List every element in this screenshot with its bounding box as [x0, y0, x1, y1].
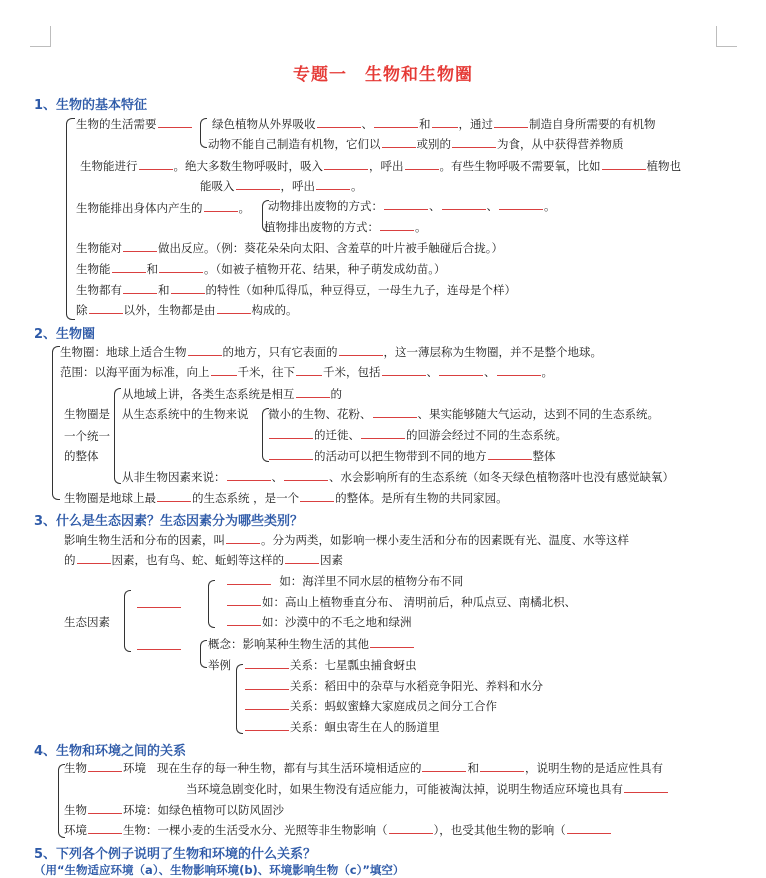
- s1-row-3: 生物能进行 。绝大多数生物呼吸时，吸入 ，呼出 。有些生物呼吸不需要氧，比如 植物也: [80, 159, 681, 173]
- s3-relation-brace: [236, 664, 243, 734]
- s1-row-4: 能吸入 ，呼出 。: [200, 179, 363, 193]
- s3-relation-1: 关系：七星瓢虫捕食蚜虫: [244, 657, 417, 673]
- s3-blank-abiotic: [136, 596, 182, 612]
- s2-row-4: 微小的生物、花粉、 、果实能够随大气运动，达到不同的生态系统。: [268, 407, 659, 421]
- s1-row-9: 生物都有 和 的特性（如种瓜得瓜，种豆得豆，一母生九子，连母是个样）: [76, 283, 516, 297]
- s1-need-brace: [200, 118, 207, 148]
- s1-row-10: 除 以外，生物都是由 构成的。: [76, 303, 298, 317]
- s3-example-2: 如：高山上植物垂直分布、 清明前后，种瓜点豆、南橘北枳、: [226, 594, 576, 610]
- s2-row-3: 从地域上讲，各类生态系统是相互 的: [122, 387, 342, 401]
- section-2-heading: 2、生物圈: [34, 327, 96, 342]
- s1-row-1b: 绿色植物从外界吸收 、 和 ，通过 制造自身所需要的有机物: [212, 117, 656, 131]
- s3-example-label: 举例: [208, 658, 231, 672]
- s3-row-2: 的 因素，也有鸟、蛇、蚯蚓等这样的 因素: [64, 553, 343, 567]
- s2-side-2: 一个统一: [64, 429, 110, 443]
- s3-biotic-brace: [200, 640, 207, 668]
- s1-row-1: 生物的生活需要: [76, 116, 193, 132]
- s2-row-1: 生物圈：地球上适合生物 的地方，只有它表面的 ，这一薄层称为生物圈，并不是整个地球。: [60, 345, 602, 359]
- s4-row-3: 生物 环境：如绿色植物可以防风固沙: [64, 803, 284, 817]
- section-1-heading: 1、生物的基本特征: [34, 98, 148, 113]
- s1-row-2: 动物不能自己制造有机物，它们以 或别的 为食，从中获得营养物质: [208, 137, 624, 151]
- s3-abiotic-brace: [208, 580, 215, 628]
- page-title: 专题一 生物和生物圈: [293, 65, 473, 85]
- s3-example-1: 如：海洋里不同水层的植物分布不同: [226, 573, 463, 589]
- s1-row-5b: 动物排出废物的方式： 、 、 。: [268, 199, 556, 213]
- s3-relation-4: 关系：蛔虫寄生在人的肠道里: [244, 719, 440, 735]
- s2-row-4a: 从生态系统中的生物来说: [122, 407, 249, 421]
- s2-side-1: 生物圈是: [64, 407, 110, 421]
- s4-row-2: 当环境急剧变化时，如果生物没有适应能力，可能被淘汰掉，说明生物适应环境也具有: [186, 781, 669, 797]
- s3-label: 生态因素: [64, 615, 110, 629]
- s2-side-3: 的整体: [64, 449, 99, 463]
- s1-row-5: 生物能排出身体内产生的 。: [76, 201, 250, 215]
- s2-row-8: 生物圈是地球上最 的生态系统 ，是一个 的整体。是所有生物的共同家园。: [64, 491, 508, 505]
- s3-main-brace: [124, 590, 131, 652]
- s5-instruction: （用“生物适应环境（a）、生物影响环境(b)、环境影响生物（c）”填空）: [34, 863, 405, 877]
- s1-row-6: 植物排出废物的方式： 。: [264, 220, 427, 234]
- s2-row-6: 的活动可以把生物带到不同的地方 整体: [268, 448, 556, 464]
- section-4-heading: 4、生物和环境之间的关系: [34, 744, 187, 759]
- section-1-brace: [66, 118, 75, 320]
- section-3-heading: 3、什么是生态因素？生态因素分为哪些类别？: [34, 514, 304, 529]
- s3-relation-2: 关系：稻田中的杂草与水稻竞争阳光、养料和水分: [244, 678, 543, 694]
- s4-row-1: 生物 环境 现在生存的每一种生物，都有与其生活环境相适应的 和 ，说明生物的是适应性具有: [64, 761, 663, 775]
- s2-row-7: 从非生物因素来说： 、 、水会影响所有的生态系统（如冬天绿色植物落叶也没有感觉缺氧）: [122, 470, 674, 484]
- corner-mark-right: [716, 26, 737, 47]
- s3-concept: 概念：影响某种生物生活的其他: [208, 636, 415, 652]
- s3-example-3: 如：沙漠中的不毛之地和绿洲: [226, 614, 412, 630]
- corner-mark-left: [30, 26, 51, 47]
- s2-whole-brace: [114, 388, 121, 484]
- section-5-heading: 5、下列各个例子说明了生物和环境的什么关系？: [34, 847, 317, 862]
- s4-row-4: 环境 生物：一棵小麦的生活受水分、光照等非生物影响（ ），也受其他生物的影响（: [64, 822, 612, 838]
- s3-relation-3: 关系：蚂蚁蜜蜂大家庭成员之间分工合作: [244, 698, 497, 714]
- s2-row-5: 的迁徙、 的回游会经过不同的生态系统。: [268, 427, 567, 443]
- s2-row-2: 范围：以海平面为标准，向上 千米，往下 千米，包括 、 、 。: [60, 365, 553, 379]
- s1-row-8: 生物能 和 。（如被子植物开花、结果，种子萌发成幼苗。）: [76, 262, 446, 276]
- section-2-brace: [52, 346, 60, 500]
- s3-blank-biotic: [136, 638, 182, 654]
- s1-row-7: 生物能对 做出反应。（例：葵花朵朵向太阳、含羞草的叶片被手触碰后合拢。）: [76, 241, 503, 255]
- s3-row-1: 影响生物生活和分布的因素，叫 。分为两类，如影响一棵小麦生活和分布的因素既有光、温度、水等这样: [64, 533, 629, 547]
